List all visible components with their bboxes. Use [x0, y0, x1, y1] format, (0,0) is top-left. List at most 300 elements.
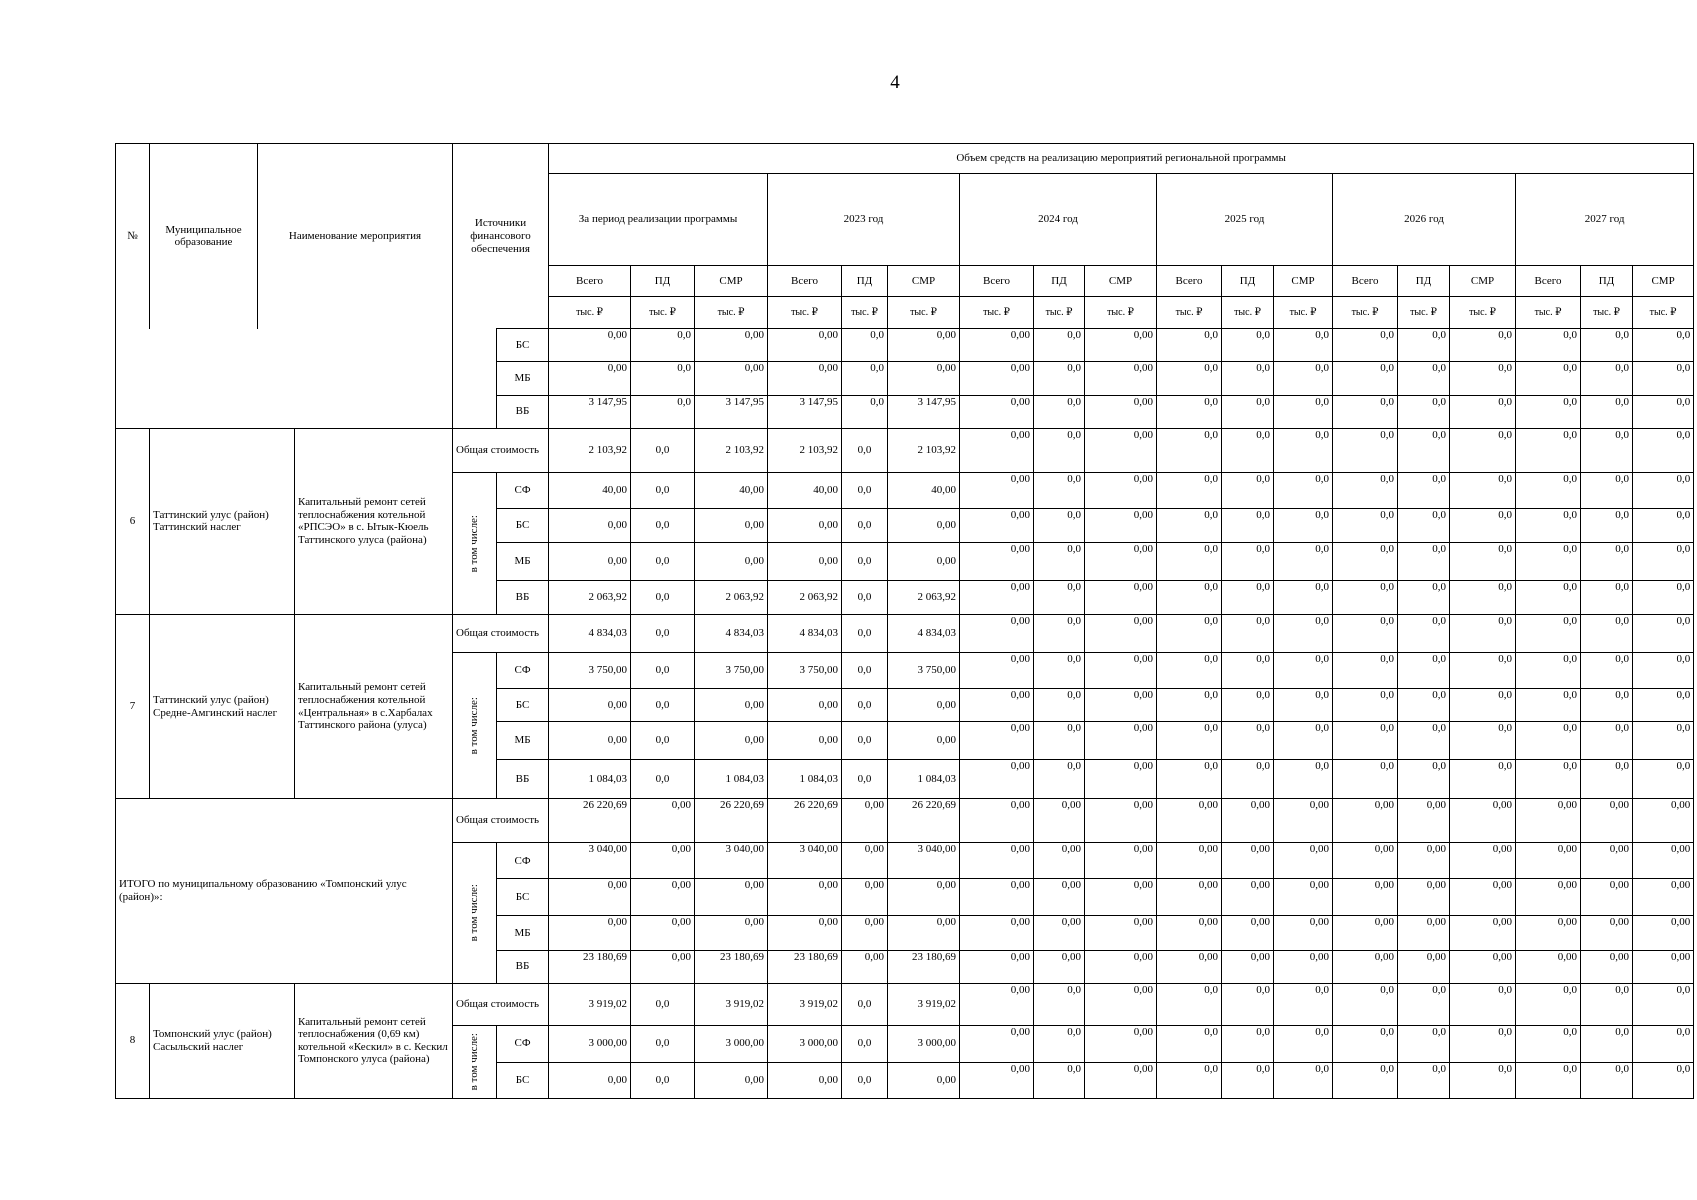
- value-cell: 3 147,95: [768, 395, 842, 428]
- value-cell: 0,0: [1333, 329, 1398, 362]
- value-cell: 0,0: [631, 614, 695, 652]
- value-cell: 0,0: [631, 1025, 695, 1062]
- value-cell: 0,0: [1333, 689, 1398, 722]
- value-cell: 0,0: [1450, 508, 1516, 542]
- value-cell: 0,0: [1157, 472, 1222, 508]
- value-cell: 0,00: [1398, 843, 1450, 879]
- financing-table: [115, 143, 1694, 1099]
- value-cell: 0,00: [631, 879, 695, 916]
- source-label: ВБ: [497, 580, 549, 614]
- value-cell: 0,00: [695, 362, 768, 395]
- value-cell: 0,00: [695, 916, 768, 950]
- value-cell: 40,00: [695, 472, 768, 508]
- value-cell: 0,00: [1157, 879, 1222, 916]
- unit-header: тыс. ₽: [1222, 297, 1274, 329]
- value-cell: 0,0: [1450, 1062, 1516, 1098]
- unit-header: тыс. ₽: [1398, 297, 1450, 329]
- value-cell: 0,00: [1516, 799, 1581, 843]
- value-cell: 0,00: [960, 1025, 1034, 1062]
- sub-header: ПД: [1034, 266, 1085, 297]
- source-label: ВБ: [497, 760, 549, 799]
- value-cell: 0,0: [1222, 689, 1274, 722]
- value-cell: 0,00: [842, 916, 888, 950]
- value-cell: 0,0: [842, 1062, 888, 1098]
- source-label: БС: [497, 1062, 549, 1098]
- value-cell: 0,0: [1450, 983, 1516, 1025]
- blank-cell: [453, 329, 497, 428]
- value-cell: 0,00: [768, 362, 842, 395]
- value-cell: 0,0: [842, 329, 888, 362]
- value-cell: 3 040,00: [768, 843, 842, 879]
- value-cell: 0,0: [1034, 983, 1085, 1025]
- value-cell: 0,0: [1222, 395, 1274, 428]
- value-cell: 2 063,92: [888, 580, 960, 614]
- value-cell: 0,00: [768, 722, 842, 760]
- source-label: БС: [497, 689, 549, 722]
- unit-header: тыс. ₽: [1333, 297, 1398, 329]
- unit-header: тыс. ₽: [549, 297, 631, 329]
- value-cell: 0,0: [631, 652, 695, 688]
- value-cell: 0,00: [888, 879, 960, 916]
- value-cell: 0,0: [631, 472, 695, 508]
- value-cell: 0,00: [1633, 879, 1694, 916]
- value-cell: 0,00: [695, 879, 768, 916]
- value-cell: 3 147,95: [695, 395, 768, 428]
- value-cell: 0,0: [1034, 329, 1085, 362]
- value-cell: 40,00: [888, 472, 960, 508]
- value-cell: 0,0: [1333, 983, 1398, 1025]
- value-cell: 0,0: [1516, 652, 1581, 688]
- value-cell: 0,00: [1085, 950, 1157, 983]
- value-cell: 0,00: [1085, 722, 1157, 760]
- value-cell: 0,00: [1157, 916, 1222, 950]
- activity-name: Капитальный ремонт сетей теплоснабжения котельной «Центральная» в с.Харбалах Таттинского района (улуса): [295, 614, 453, 798]
- value-cell: 0,00: [1085, 983, 1157, 1025]
- value-cell: 0,00: [960, 542, 1034, 580]
- value-cell: 0,00: [1085, 542, 1157, 580]
- value-cell: 3 040,00: [549, 843, 631, 879]
- value-cell: 26 220,69: [888, 799, 960, 843]
- value-cell: 0,0: [1633, 542, 1694, 580]
- value-cell: 0,0: [1333, 722, 1398, 760]
- value-cell: 0,0: [1450, 362, 1516, 395]
- value-cell: 0,0: [1222, 722, 1274, 760]
- sub-header: Всего: [768, 266, 842, 297]
- value-cell: 0,0: [1450, 395, 1516, 428]
- value-cell: 0,0: [842, 542, 888, 580]
- value-cell: 2 103,92: [549, 428, 631, 472]
- value-cell: 0,00: [1633, 799, 1694, 843]
- value-cell: 0,00: [960, 916, 1034, 950]
- value-cell: 0,0: [1633, 1062, 1694, 1098]
- sub-header: ПД: [1222, 266, 1274, 297]
- value-cell: 0,0: [1034, 428, 1085, 472]
- source-label: МБ: [497, 362, 549, 395]
- value-cell: 0,00: [1085, 1025, 1157, 1062]
- value-cell: 0,00: [1034, 879, 1085, 916]
- value-cell: 0,00: [1034, 843, 1085, 879]
- sub-header: СМР: [888, 266, 960, 297]
- value-cell: 0,0: [1157, 983, 1222, 1025]
- value-cell: 0,00: [1516, 916, 1581, 950]
- value-cell: 0,00: [1085, 760, 1157, 799]
- value-cell: 0,0: [1633, 689, 1694, 722]
- value-cell: 0,00: [1157, 843, 1222, 879]
- value-cell: 0,00: [1274, 950, 1333, 983]
- value-cell: 0,00: [695, 542, 768, 580]
- value-cell: 0,00: [1333, 799, 1398, 843]
- unit-header: тыс. ₽: [695, 297, 768, 329]
- value-cell: 3 000,00: [888, 1025, 960, 1062]
- value-cell: 0,00: [549, 916, 631, 950]
- value-cell: 0,0: [1034, 1025, 1085, 1062]
- sub-header: Всего: [1333, 266, 1398, 297]
- value-cell: 0,00: [1085, 879, 1157, 916]
- activity-name: Капитальный ремонт сетей теплоснабжения котельной «РПСЭО» в с. Ытык-Кюель Таттинского улуса (района): [295, 428, 453, 614]
- value-cell: 0,0: [842, 472, 888, 508]
- unit-header: тыс. ₽: [1581, 297, 1633, 329]
- value-cell: 0,0: [1398, 652, 1450, 688]
- value-cell: 0,0: [1633, 428, 1694, 472]
- value-cell: 0,0: [1398, 1025, 1450, 1062]
- value-cell: 0,00: [549, 508, 631, 542]
- value-cell: 0,0: [1333, 508, 1398, 542]
- value-cell: 0,00: [960, 580, 1034, 614]
- value-cell: 0,00: [888, 722, 960, 760]
- value-cell: 0,00: [1516, 879, 1581, 916]
- col-header-sources: Источники финансового обеспечения: [453, 144, 549, 329]
- value-cell: 0,0: [1398, 689, 1450, 722]
- value-cell: 0,00: [1333, 950, 1398, 983]
- value-cell: 0,00: [768, 689, 842, 722]
- value-cell: 0,00: [888, 329, 960, 362]
- col-header-municipality: Муниципальное образование: [150, 144, 258, 329]
- value-cell: 0,0: [1398, 362, 1450, 395]
- value-cell: 0,00: [631, 916, 695, 950]
- value-cell: 3 000,00: [695, 1025, 768, 1062]
- value-cell: 0,00: [1085, 689, 1157, 722]
- value-cell: 0,0: [1450, 1025, 1516, 1062]
- unit-header: тыс. ₽: [768, 297, 842, 329]
- value-cell: 0,0: [1581, 362, 1633, 395]
- in-total-label: [453, 472, 497, 614]
- value-cell: 0,0: [1034, 652, 1085, 688]
- value-cell: 0,00: [631, 950, 695, 983]
- value-cell: 0,00: [631, 843, 695, 879]
- source-label: СФ: [497, 1025, 549, 1062]
- value-cell: 0,0: [1450, 472, 1516, 508]
- value-cell: 0,00: [695, 1062, 768, 1098]
- value-cell: 0,0: [1034, 1062, 1085, 1098]
- value-cell: 0,0: [1516, 395, 1581, 428]
- value-cell: 0,00: [888, 1062, 960, 1098]
- row-number: 7: [116, 614, 150, 798]
- value-cell: 0,0: [1034, 362, 1085, 395]
- value-cell: 0,00: [888, 916, 960, 950]
- value-cell: 0,00: [549, 722, 631, 760]
- value-cell: 0,00: [960, 652, 1034, 688]
- value-cell: 0,00: [888, 508, 960, 542]
- value-cell: 0,0: [1581, 395, 1633, 428]
- value-cell: 0,00: [768, 879, 842, 916]
- value-cell: 0,0: [1274, 1062, 1333, 1098]
- value-cell: 0,0: [1398, 508, 1450, 542]
- value-cell: 0,0: [1333, 395, 1398, 428]
- value-cell: 2 103,92: [695, 428, 768, 472]
- source-label: Общая стоимость: [453, 428, 549, 472]
- table-row: [116, 799, 1694, 843]
- value-cell: 0,0: [1157, 542, 1222, 580]
- header-row: [116, 144, 1694, 174]
- value-cell: 0,0: [631, 722, 695, 760]
- value-cell: 0,00: [1085, 580, 1157, 614]
- value-cell: 0,0: [1450, 614, 1516, 652]
- value-cell: 0,0: [1274, 722, 1333, 760]
- value-cell: 0,0: [1034, 472, 1085, 508]
- value-cell: 0,00: [1333, 843, 1398, 879]
- value-cell: 0,00: [1633, 843, 1694, 879]
- value-cell: 0,0: [1222, 428, 1274, 472]
- value-cell: 0,0: [1274, 983, 1333, 1025]
- source-label: СФ: [497, 652, 549, 688]
- value-cell: 0,00: [695, 722, 768, 760]
- unit-header: тыс. ₽: [1034, 297, 1085, 329]
- value-cell: 0,0: [1398, 472, 1450, 508]
- value-cell: 0,00: [960, 760, 1034, 799]
- municipality-name: Таттинский улус (район) Средне-Амгинский наслег: [150, 614, 295, 798]
- source-label: БС: [497, 329, 549, 362]
- source-label: БС: [497, 508, 549, 542]
- table-row: [116, 329, 1694, 362]
- value-cell: 0,00: [960, 689, 1034, 722]
- value-cell: 0,0: [1333, 1062, 1398, 1098]
- value-cell: 0,0: [1333, 542, 1398, 580]
- source-label: Общая стоимость: [453, 983, 549, 1025]
- value-cell: 0,0: [1581, 614, 1633, 652]
- value-cell: 0,0: [631, 760, 695, 799]
- value-cell: 0,0: [1516, 580, 1581, 614]
- value-cell: 0,00: [1398, 799, 1450, 843]
- value-cell: 0,00: [631, 799, 695, 843]
- value-cell: 0,0: [842, 428, 888, 472]
- value-cell: 0,0: [1333, 580, 1398, 614]
- value-cell: 0,0: [1398, 428, 1450, 472]
- sub-header: Всего: [960, 266, 1034, 297]
- value-cell: 0,0: [1222, 652, 1274, 688]
- in-total-label: [453, 1025, 497, 1098]
- value-cell: 0,0: [1633, 329, 1694, 362]
- value-cell: 0,00: [1581, 950, 1633, 983]
- sub-header: СМР: [1085, 266, 1157, 297]
- value-cell: 0,0: [1222, 983, 1274, 1025]
- value-cell: 0,00: [960, 395, 1034, 428]
- value-cell: 0,00: [1222, 799, 1274, 843]
- value-cell: 0,00: [842, 950, 888, 983]
- period-header: 2023 год: [768, 174, 960, 266]
- value-cell: 0,00: [549, 1062, 631, 1098]
- col-header-activity: Наименование мероприятия: [258, 144, 453, 329]
- value-cell: 0,00: [695, 329, 768, 362]
- value-cell: 0,00: [842, 843, 888, 879]
- value-cell: 0,0: [631, 542, 695, 580]
- value-cell: 0,0: [1450, 722, 1516, 760]
- value-cell: 0,00: [1398, 879, 1450, 916]
- value-cell: 0,00: [1085, 362, 1157, 395]
- value-cell: 0,0: [631, 689, 695, 722]
- unit-header: тыс. ₽: [1633, 297, 1694, 329]
- value-cell: 0,0: [1398, 760, 1450, 799]
- value-cell: 0,0: [1581, 542, 1633, 580]
- value-cell: 0,0: [1633, 580, 1694, 614]
- source-label: БС: [497, 879, 549, 916]
- value-cell: 3 000,00: [549, 1025, 631, 1062]
- value-cell: 23 180,69: [768, 950, 842, 983]
- value-cell: 0,0: [1333, 472, 1398, 508]
- value-cell: 0,0: [1450, 652, 1516, 688]
- value-cell: 0,0: [1157, 614, 1222, 652]
- value-cell: 0,00: [960, 329, 1034, 362]
- value-cell: 0,0: [1157, 1025, 1222, 1062]
- value-cell: 0,00: [1085, 508, 1157, 542]
- value-cell: 0,0: [1034, 760, 1085, 799]
- value-cell: 0,0: [1633, 614, 1694, 652]
- page-number: 4: [890, 72, 900, 93]
- value-cell: 0,0: [1034, 580, 1085, 614]
- value-cell: 0,00: [1085, 329, 1157, 362]
- value-cell: 0,00: [1222, 950, 1274, 983]
- value-cell: 0,00: [1222, 879, 1274, 916]
- value-cell: 0,0: [1581, 1025, 1633, 1062]
- value-cell: 3 750,00: [549, 652, 631, 688]
- value-cell: 0,00: [960, 799, 1034, 843]
- value-cell: 1 084,03: [888, 760, 960, 799]
- period-header: За период реализации программы: [549, 174, 768, 266]
- value-cell: 0,00: [1085, 1062, 1157, 1098]
- sub-header: ПД: [1398, 266, 1450, 297]
- value-cell: 3 147,95: [888, 395, 960, 428]
- value-cell: 0,00: [842, 799, 888, 843]
- itogo-label: ИТОГО по муниципальному образованию «Томпонский улус (район)»:: [116, 799, 453, 983]
- activity-name: Капитальный ремонт сетей теплоснабжения (0,69 км) котельной «Кескил» в с. Кескил Томпонского улуса (района): [295, 983, 453, 1098]
- value-cell: 4 834,03: [768, 614, 842, 652]
- value-cell: 0,0: [631, 983, 695, 1025]
- value-cell: 0,00: [1450, 916, 1516, 950]
- value-cell: 0,00: [1157, 799, 1222, 843]
- value-cell: 0,00: [768, 508, 842, 542]
- value-cell: 0,0: [842, 614, 888, 652]
- value-cell: 0,0: [1516, 614, 1581, 652]
- value-cell: 0,00: [1034, 950, 1085, 983]
- value-cell: 1 084,03: [549, 760, 631, 799]
- value-cell: 0,0: [1157, 689, 1222, 722]
- value-cell: 0,00: [960, 722, 1034, 760]
- value-cell: 0,0: [842, 652, 888, 688]
- value-cell: 0,0: [1516, 542, 1581, 580]
- value-cell: 0,00: [1274, 843, 1333, 879]
- value-cell: 0,0: [1450, 542, 1516, 580]
- value-cell: 0,0: [1157, 508, 1222, 542]
- value-cell: 40,00: [549, 472, 631, 508]
- value-cell: 0,00: [1398, 950, 1450, 983]
- value-cell: 0,00: [1085, 472, 1157, 508]
- value-cell: 0,00: [1085, 799, 1157, 843]
- value-cell: 0,00: [1333, 879, 1398, 916]
- value-cell: 0,00: [960, 843, 1034, 879]
- value-cell: 0,0: [842, 689, 888, 722]
- value-cell: 0,0: [1581, 329, 1633, 362]
- value-cell: 0,00: [1581, 879, 1633, 916]
- value-cell: 0,00: [960, 950, 1034, 983]
- value-cell: 3 750,00: [888, 652, 960, 688]
- value-cell: 0,0: [1516, 428, 1581, 472]
- unit-header: тыс. ₽: [1085, 297, 1157, 329]
- value-cell: 0,00: [960, 1062, 1034, 1098]
- row-number: 6: [116, 428, 150, 614]
- value-cell: 0,0: [631, 329, 695, 362]
- value-cell: 0,0: [1222, 362, 1274, 395]
- value-cell: 0,00: [1450, 950, 1516, 983]
- value-cell: 0,0: [1450, 329, 1516, 362]
- value-cell: 0,0: [1157, 362, 1222, 395]
- value-cell: 0,0: [1633, 395, 1694, 428]
- value-cell: 2 063,92: [768, 580, 842, 614]
- value-cell: 0,0: [1034, 614, 1085, 652]
- value-cell: 0,0: [1034, 508, 1085, 542]
- value-cell: 0,0: [1633, 362, 1694, 395]
- value-cell: 0,0: [1581, 652, 1633, 688]
- unit-header: тыс. ₽: [1274, 297, 1333, 329]
- value-cell: 0,0: [1222, 329, 1274, 362]
- value-cell: 0,0: [1581, 983, 1633, 1025]
- value-cell: 0,0: [1398, 395, 1450, 428]
- value-cell: 0,0: [1581, 722, 1633, 760]
- value-cell: 0,00: [1034, 799, 1085, 843]
- value-cell: 0,00: [1085, 652, 1157, 688]
- value-cell: 3 040,00: [695, 843, 768, 879]
- source-label: ВБ: [497, 395, 549, 428]
- value-cell: 3 147,95: [549, 395, 631, 428]
- value-cell: 0,0: [1222, 580, 1274, 614]
- sub-header: Всего: [1157, 266, 1222, 297]
- value-cell: 0,0: [1034, 689, 1085, 722]
- col-header-volume: Объем средств на реализацию мероприятий региональной программы: [549, 144, 1694, 174]
- value-cell: 0,0: [1633, 1025, 1694, 1062]
- value-cell: 0,0: [1222, 1062, 1274, 1098]
- value-cell: 0,00: [1516, 843, 1581, 879]
- value-cell: 0,00: [960, 983, 1034, 1025]
- value-cell: 0,00: [1085, 614, 1157, 652]
- value-cell: 0,00: [695, 508, 768, 542]
- value-cell: 0,0: [1274, 508, 1333, 542]
- value-cell: 0,0: [842, 1025, 888, 1062]
- blank-cell: [116, 329, 453, 428]
- value-cell: 0,00: [768, 916, 842, 950]
- period-header: 2026 год: [1333, 174, 1516, 266]
- value-cell: 0,0: [631, 1062, 695, 1098]
- value-cell: 0,0: [1398, 722, 1450, 760]
- value-cell: 0,0: [1581, 760, 1633, 799]
- value-cell: 0,0: [1516, 508, 1581, 542]
- value-cell: 0,0: [1034, 542, 1085, 580]
- value-cell: 0,0: [1633, 722, 1694, 760]
- period-header: 2027 год: [1516, 174, 1694, 266]
- value-cell: 2 063,92: [695, 580, 768, 614]
- value-cell: 0,0: [1633, 983, 1694, 1025]
- value-cell: 0,00: [960, 508, 1034, 542]
- value-cell: 0,0: [1516, 1062, 1581, 1098]
- value-cell: 0,0: [1274, 472, 1333, 508]
- value-cell: 23 180,69: [549, 950, 631, 983]
